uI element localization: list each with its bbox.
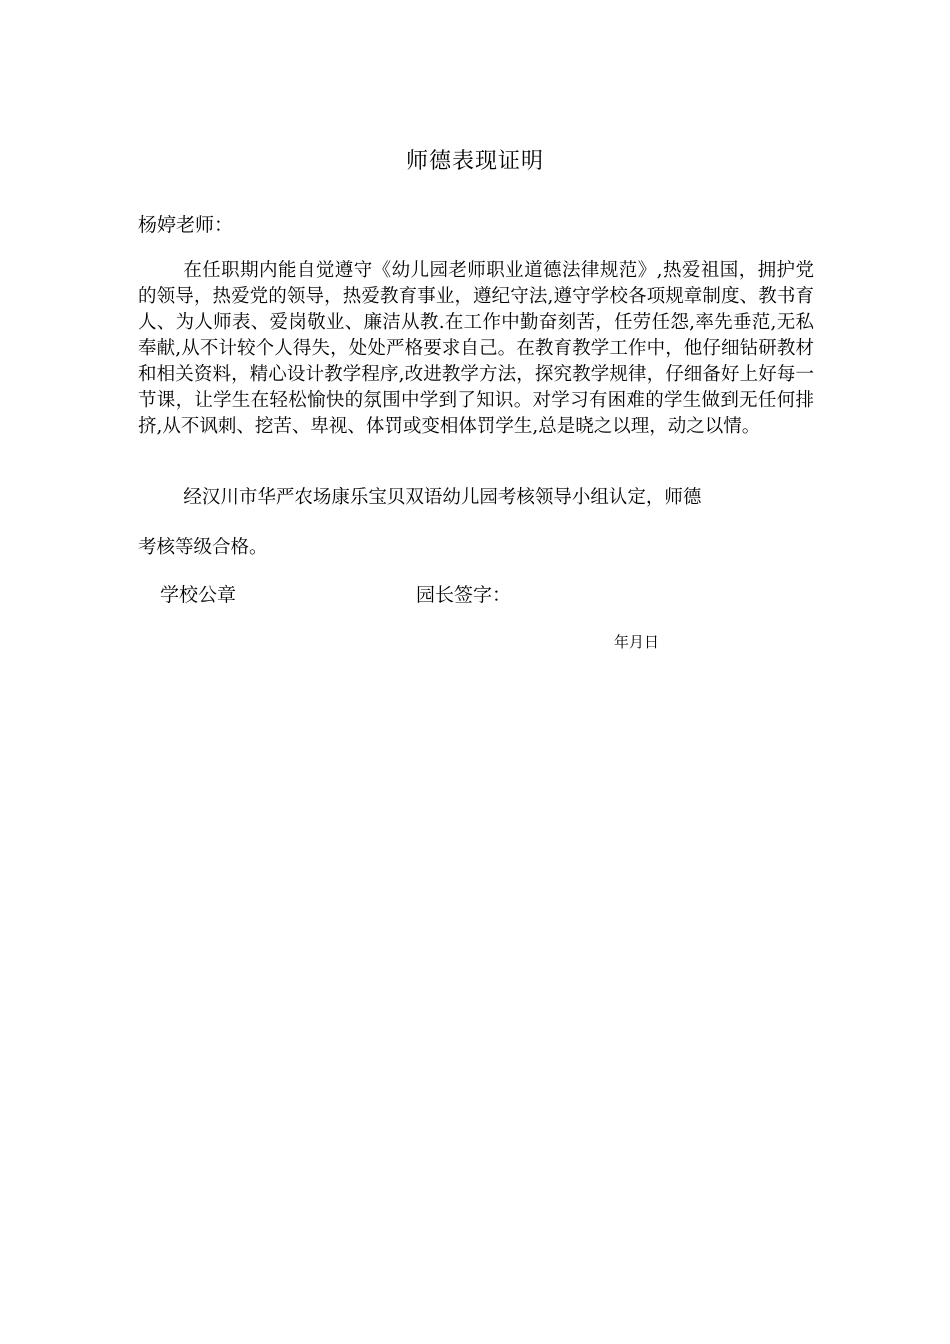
page-title: 师德表现证明 xyxy=(405,149,544,174)
principal-signature-label: 园长签字： xyxy=(416,584,512,606)
body-paragraph: 在任职期内能自觉遵守《幼儿园老师职业道德法律规范》,热爱祖国，拥护党的领导，热爱党的领导，热爱教育事业，遵纪守法,遵守学校各项规章制度、教书育人、为人师表、爱岗敬业、廉洁从教.在工作中勤奋刻苦，任劳任怨,率先垂范,无私奉献,从不计较个人得失，处处严格要求自己。在教育教学工作中，他仔细钻研教材和相关资料，精心设计教学程序,改进教学方法，探究教学规律，仔细备好上好每一节课，让学生在轻松愉快的氛围中学到了知识。对学习有困难的学生做到无任何排挤,从不讽刺、挖苦、卑视、体罚或变相体罚学生,总是晓之以理，动之以情。 xyxy=(138,260,814,437)
conclusion-paragraph-end: 考核等级合格。 xyxy=(138,537,268,558)
school-seal-label: 学校公章 xyxy=(160,584,237,606)
conclusion-paragraph: 经汉川市华严农场康乐宝贝双语幼儿园考核领导小组认定，师德 xyxy=(183,487,702,508)
date-label: 年月日 xyxy=(614,633,660,651)
salutation: 杨婷老师： xyxy=(138,214,234,236)
